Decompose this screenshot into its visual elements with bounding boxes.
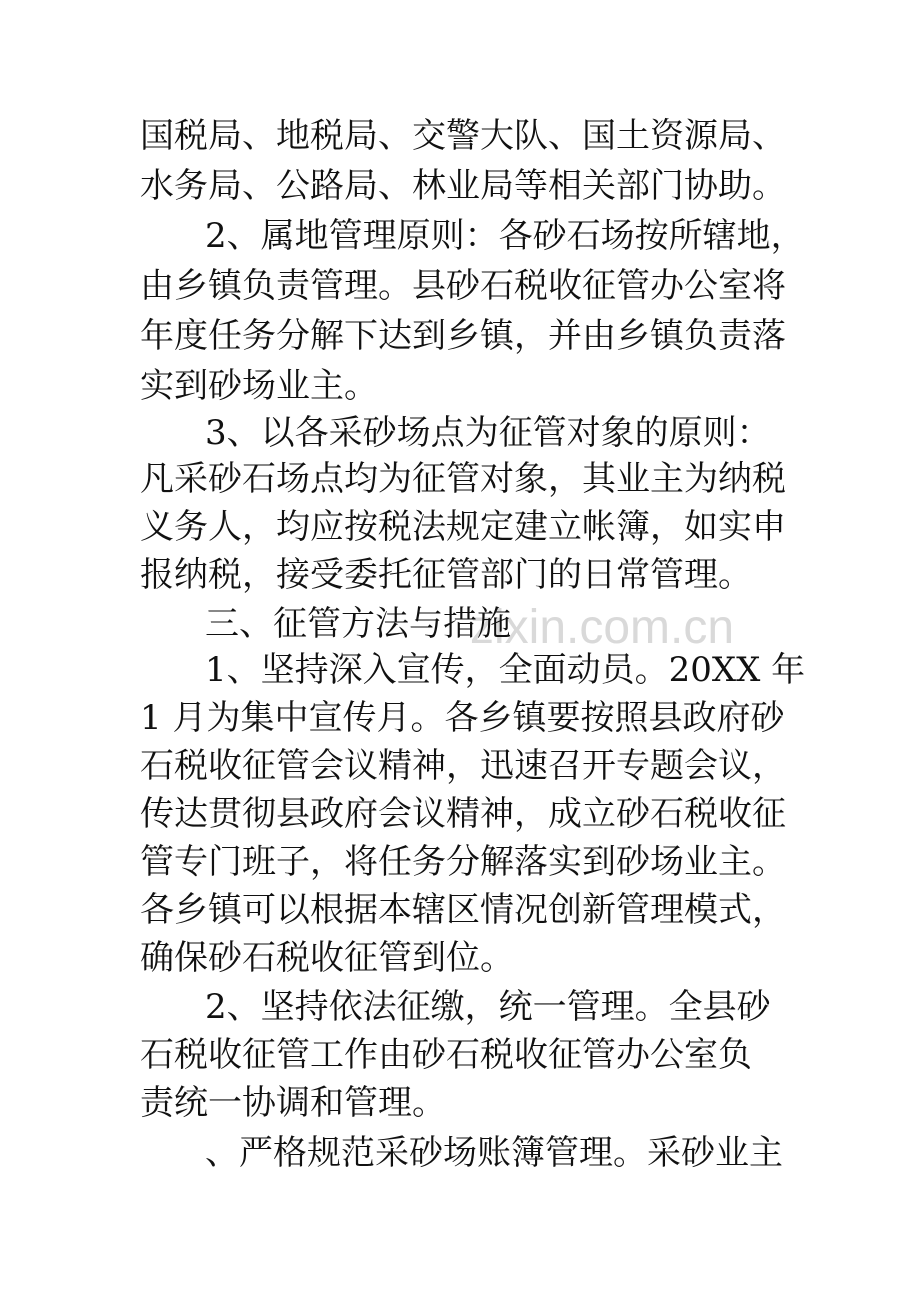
text-line: 凡采砂石场点均为征管对象，其业主为纳税 bbox=[140, 459, 786, 499]
text-line: 实到砂场业主。 bbox=[140, 366, 378, 406]
text-line: 责统一协调和管理。 bbox=[140, 1083, 446, 1123]
text-line: 石税收征管会议精神，迅速召开专题会议， bbox=[140, 746, 786, 786]
text-line: 各乡镇可以根据本辖区情况创新管理模式， bbox=[140, 890, 786, 930]
text-line: 义务人，均应按税法规定建立帐簿，如实申 bbox=[140, 507, 786, 547]
text-line: 、严格规范采砂场账簿管理。采砂业主 bbox=[205, 1133, 783, 1173]
text-line: 确保砂石税收征管到位。 bbox=[140, 938, 514, 978]
section-heading: 三、征管方法与措施 bbox=[205, 604, 511, 644]
text-line: 国税局、地税局、交警大队、国土资源局、 bbox=[140, 116, 786, 156]
text-line: 管专门班子，将任务分解落实到砂场业主。 bbox=[140, 842, 786, 882]
watermark: zixin.com.cn bbox=[470, 601, 735, 654]
text-line: 2、属地管理原则：各砂石场按所辖地， bbox=[205, 216, 805, 256]
text-line: 传达贯彻县政府会议精神，成立砂石税收征 bbox=[140, 794, 786, 834]
text-line: 1、坚持深入宣传，全面动员。20XX 年 bbox=[205, 650, 806, 690]
text-line: 年度任务分解下达到乡镇，并由乡镇负责落 bbox=[140, 316, 786, 356]
text-line: 2、坚持依法征缴，统一管理。全县砂 bbox=[205, 987, 771, 1027]
text-line: 由乡镇负责管理。县砂石税收征管办公室将 bbox=[140, 266, 786, 306]
text-line: 1 月为集中宣传月。各乡镇要按照县政府砂 bbox=[140, 698, 785, 738]
text-line: 石税收征管工作由砂石税收征管办公室负 bbox=[140, 1035, 752, 1075]
text-line: 报纳税，接受委托征管部门的日常管理。 bbox=[140, 555, 752, 595]
text-line: 3、以各采砂场点为征管对象的原则： bbox=[205, 413, 771, 453]
text-line: 水务局、公路局、林业局等相关部门协助。 bbox=[140, 166, 786, 206]
